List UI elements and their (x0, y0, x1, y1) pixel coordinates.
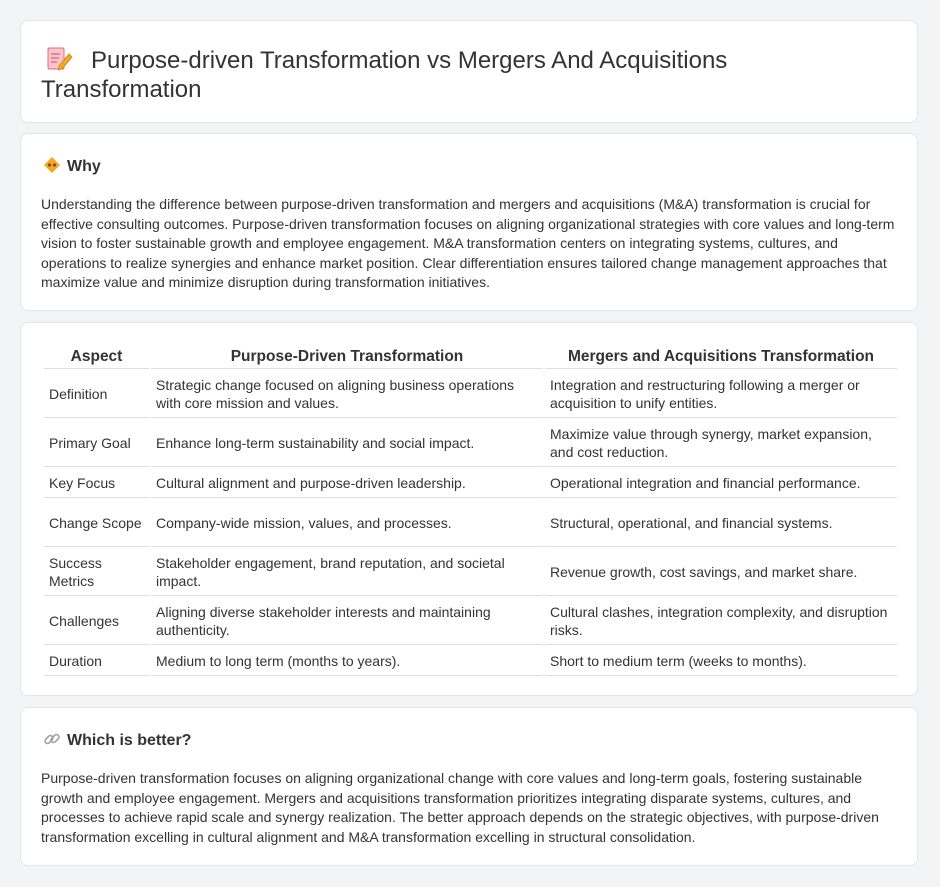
table-row (44, 469, 897, 498)
page-title-text: Purpose-driven Transformation vs Mergers And Acquisitions Transformation (41, 47, 728, 103)
purpose-driven-cell: Medium to long term (months to years). (151, 647, 543, 676)
aspect-cell: Duration (44, 647, 149, 676)
memo-pencil-icon (45, 46, 75, 72)
table-row (44, 420, 897, 467)
mergers-acquisitions-cell: Short to medium term (weeks to months). (545, 647, 897, 676)
purpose-driven-cell: Stakeholder engagement, brand reputation, and societal impact. (151, 549, 543, 596)
table-row (44, 598, 897, 645)
purpose-driven-cell: Enhance long-term sustainability and social impact. (151, 420, 543, 467)
comparison-card (20, 322, 918, 696)
comparison-table (42, 344, 899, 678)
which-is-better-heading-text: Which is better? (67, 732, 192, 749)
mergers-acquisitions-cell: Maximize value through synergy, market expansion, and cost reduction. (545, 420, 897, 467)
which-is-better-card (20, 707, 918, 866)
aspect-cell: Success Metrics (44, 549, 149, 596)
aspect-cell: Challenges (44, 598, 149, 645)
mergers-acquisitions-cell: Integration and restructuring following a merger or acquisition to unify entities. (545, 371, 897, 418)
aspect-cell: Primary Goal (44, 420, 149, 467)
table-row (44, 500, 897, 547)
mergers-acquisitions-cell: Operational integration and financial performance. (545, 469, 897, 498)
which-is-better-body: Purpose-driven transformation focuses on aligning organizational change with core values and long-term goals, fostering sustainable growth and employee engagement. Mergers and acquisitions transformation prioritizes integrating disparate systems, cultures, and processes to achieve rapid scale and synergy realization. The better approach depends on the strategic objectives, with purpose-driven transformation excelling in cultural alignment and M&A transformation excelling in structural consolidation. (41, 770, 879, 845)
which-is-better-heading (43, 730, 191, 750)
title-card (20, 20, 918, 123)
aspect-cell: Key Focus (44, 469, 149, 498)
purpose-driven-cell: Strategic change focused on aligning business operations with core mission and values. (151, 371, 543, 418)
table-row (44, 371, 897, 418)
why-body: Understanding the difference between purpose-driven transformation and mergers and acquisitions (M&A) transformation is crucial for effective consulting outcomes. Purpose-driven transformation focuses on aligning organizational strategies with core values and long-term vision to foster sustainable growth and employee engagement. M&A transformation centers on integrating systems, cultures, and operations to realize synergies and enhance market position. Clear differentiation ensures tailored change management approaches that maximize value and minimize disruption during transformation initiatives. (41, 196, 895, 290)
purpose-driven-cell: Aligning diverse stakeholder interests and maintaining authenticity. (151, 598, 543, 645)
diamond-sign-icon (43, 156, 61, 174)
aspect-cell: Definition (44, 371, 149, 418)
mergers-acquisitions-cell: Cultural clashes, integration complexity, and disruption risks. (545, 598, 897, 645)
page-title (41, 46, 891, 104)
aspect-cell: Change Scope (44, 500, 149, 547)
mergers-acquisitions-cell: Structural, operational, and financial systems. (545, 500, 897, 547)
why-heading-text: Why (67, 158, 101, 175)
table-row (44, 549, 897, 596)
mergers-acquisitions-cell: Revenue growth, cost savings, and market share. (545, 549, 897, 596)
link-icon (43, 730, 61, 748)
header-aspect: Aspect (44, 346, 149, 369)
table-header-row (44, 346, 897, 369)
table-row (44, 647, 897, 676)
header-mergers-acquisitions: Mergers and Acquisitions Transformation (545, 346, 897, 369)
why-heading (43, 156, 101, 176)
why-card (20, 133, 918, 311)
purpose-driven-cell: Cultural alignment and purpose-driven leadership. (151, 469, 543, 498)
purpose-driven-cell: Company-wide mission, values, and processes. (151, 500, 543, 547)
header-purpose-driven: Purpose-Driven Transformation (151, 346, 543, 369)
